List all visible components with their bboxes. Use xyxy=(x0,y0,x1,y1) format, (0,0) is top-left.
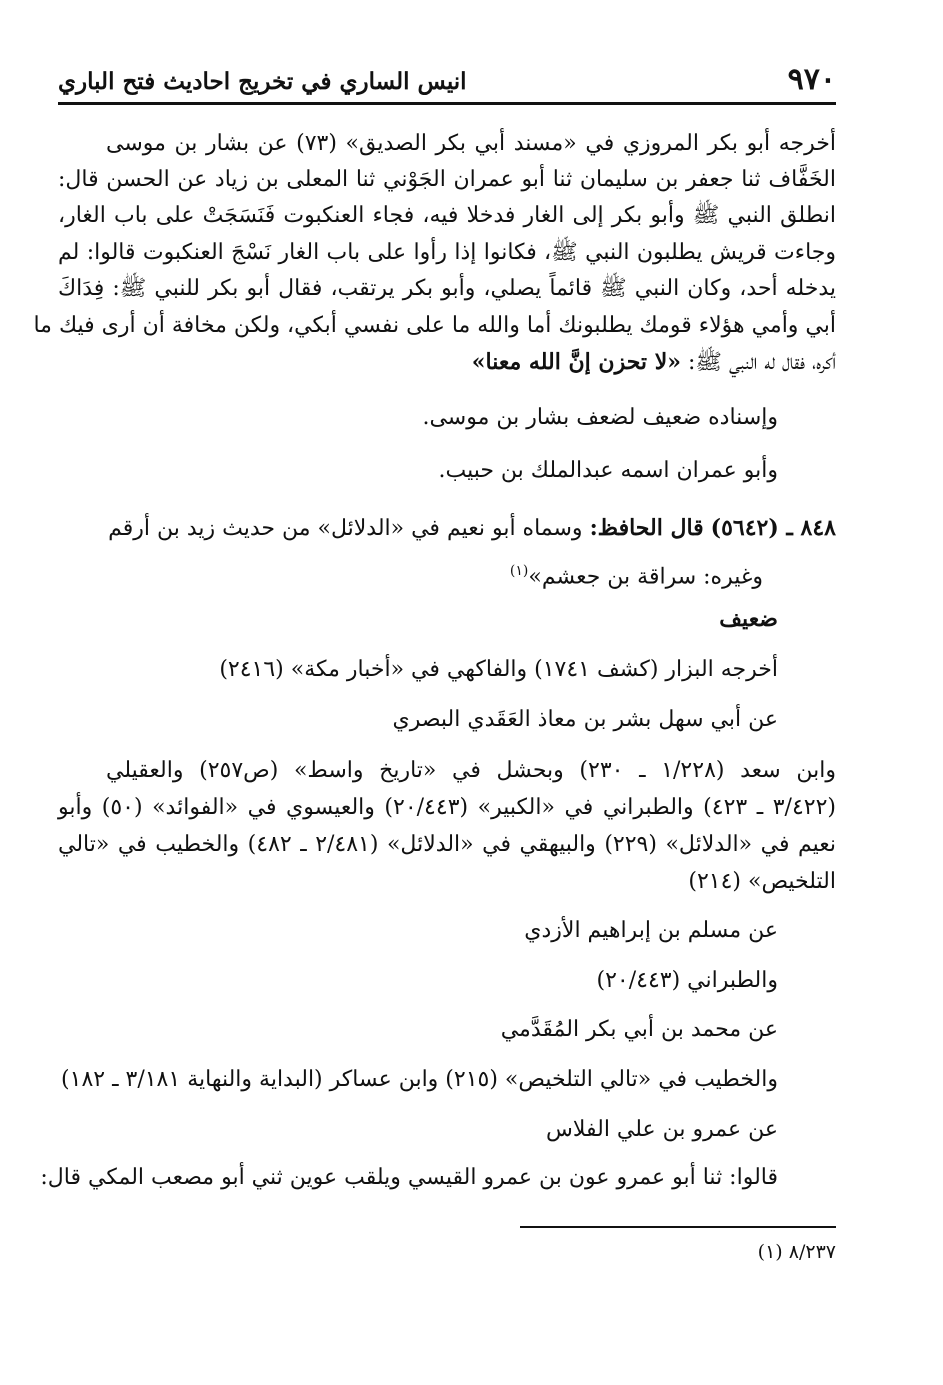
after-line-3: عن محمد بن أبي بكر المُقَدَّمي xyxy=(500,1017,778,1042)
footnote-ref: (١) xyxy=(509,563,529,579)
page-header xyxy=(58,58,836,105)
after-line-5: عن عمرو بن علي الفلاس xyxy=(546,1117,778,1142)
para1-line-6: أبي وأمي هؤلاء قومك يطلبونك أما والله ما على نفسي أبكي، ولكن مخافة أن أرى فيك ما xyxy=(33,313,836,338)
after-line-4: والخطيب في «تالي التلخيص» (٢١٥) وابن عساكر (البداية والنهاية ٣/١٨١ ـ ١٨٢) xyxy=(61,1067,778,1092)
entry-line-1 xyxy=(58,512,836,545)
after-line-1: عن مسلم بن إبراهيم الأزدي xyxy=(524,918,778,943)
grade-label: ضعيف xyxy=(719,606,778,632)
page-number: ٩٧٠ xyxy=(787,62,836,97)
after-line-6: قالوا: ثنا أبو عمرو عون بن عمرو القيسي ويلقب عوين ثني أبو مصعب المكي قال: xyxy=(40,1165,778,1190)
para1-line-1: أخرجه أبو بكر المروزي في «مسند أبي بكر الصديق» (٧٣) عن بشار بن موسى xyxy=(106,131,837,156)
footnote-divider xyxy=(520,1226,836,1228)
para1-line-7 xyxy=(472,346,836,379)
para1-line-2: الخَفَّاف ثنا جعفر بن سليمان ثنا أبو عمران الجَوْني ثنا المعلى بن زياد عن الحسن قال: xyxy=(58,167,836,192)
body-line-1: أخرجه البزار (كشف ١٧٤١) والفاكهي في «أخبار مكة» (٢٤١٦) xyxy=(219,657,778,682)
entry-number: ٨٤٨ ـ (٥٦٤٢) xyxy=(710,515,836,541)
hadith-quote: «لا تحزن إنَّ الله معنا» xyxy=(471,349,681,375)
para2-line-1: وابن سعد (١/٢٢٨ ـ ٢٣٠) وبحشل في «تاريخ واسط» (ص٢٥٧) والعقيلي xyxy=(106,758,836,783)
para2-line-4: التلخيص» (٢١٤) xyxy=(688,869,836,894)
body-line-2: عن أبي سهل بشر بن معاذ العَقَدي البصري xyxy=(392,707,778,732)
para1-line-5: يدخله أحد، وكان النبي ﷺ قائماً يصلي، وأبو بكر يرتقب، فقال أبو بكر للنبي ﷺ: فِدَاكَ xyxy=(58,276,836,301)
after-line-2: والطبراني (٢٠/٤٤٣) xyxy=(596,968,778,993)
footnote-text: ٨/٢٣٧ xyxy=(788,1241,836,1263)
book-title: انيس الساري في تخريج احاديث فتح الباري xyxy=(58,68,467,95)
abu-imran-note: وأبو عمران اسمه عبدالملك بن حبيب. xyxy=(438,458,778,483)
para1-line-4: وجاءت قريش يطلبون النبي ﷺ، فكانوا إذا رأوا على باب الغار نَسْجَ العنكبوت قالوا: لم xyxy=(58,240,836,265)
entry-text-2: وغيره: سراقة بن جعشم» xyxy=(528,564,763,590)
para2-line-2: (٣/٤٢٢ ـ ٤٢٣) والطبراني في «الكبير» (٢٠/٤٤٣) والعيسوي في «الفوائد» (٥٠) وأبو xyxy=(58,795,836,820)
entry-line-2 xyxy=(510,555,763,593)
entry-text-1: وسماه أبو نعيم في «الدلائل» من حديث زيد بن أرقم xyxy=(108,516,583,541)
para2-line-3: نعيم في «الدلائل» (٢٢٩) والبيهقي في «الدلائل» (٢/٤٨١ ـ ٤٨٢) والخطيب في «تالي xyxy=(58,832,836,857)
isnad-weak-note: وإسناده ضعيف لضعف بشار بن موسى. xyxy=(422,405,778,430)
para1-line-3: انطلق النبي ﷺ وأبو بكر إلى الغار فدخلا فيه، فجاء العنكبوت فَنَسَجَتْ على باب الغار، xyxy=(58,203,836,228)
footnote-marker: (١) xyxy=(757,1241,783,1263)
footnote xyxy=(758,1236,836,1268)
para1-line-7-text: أكره، فقال له النبي ﷺ: xyxy=(681,350,836,375)
entry-label: قال الحافظ: xyxy=(589,515,704,541)
